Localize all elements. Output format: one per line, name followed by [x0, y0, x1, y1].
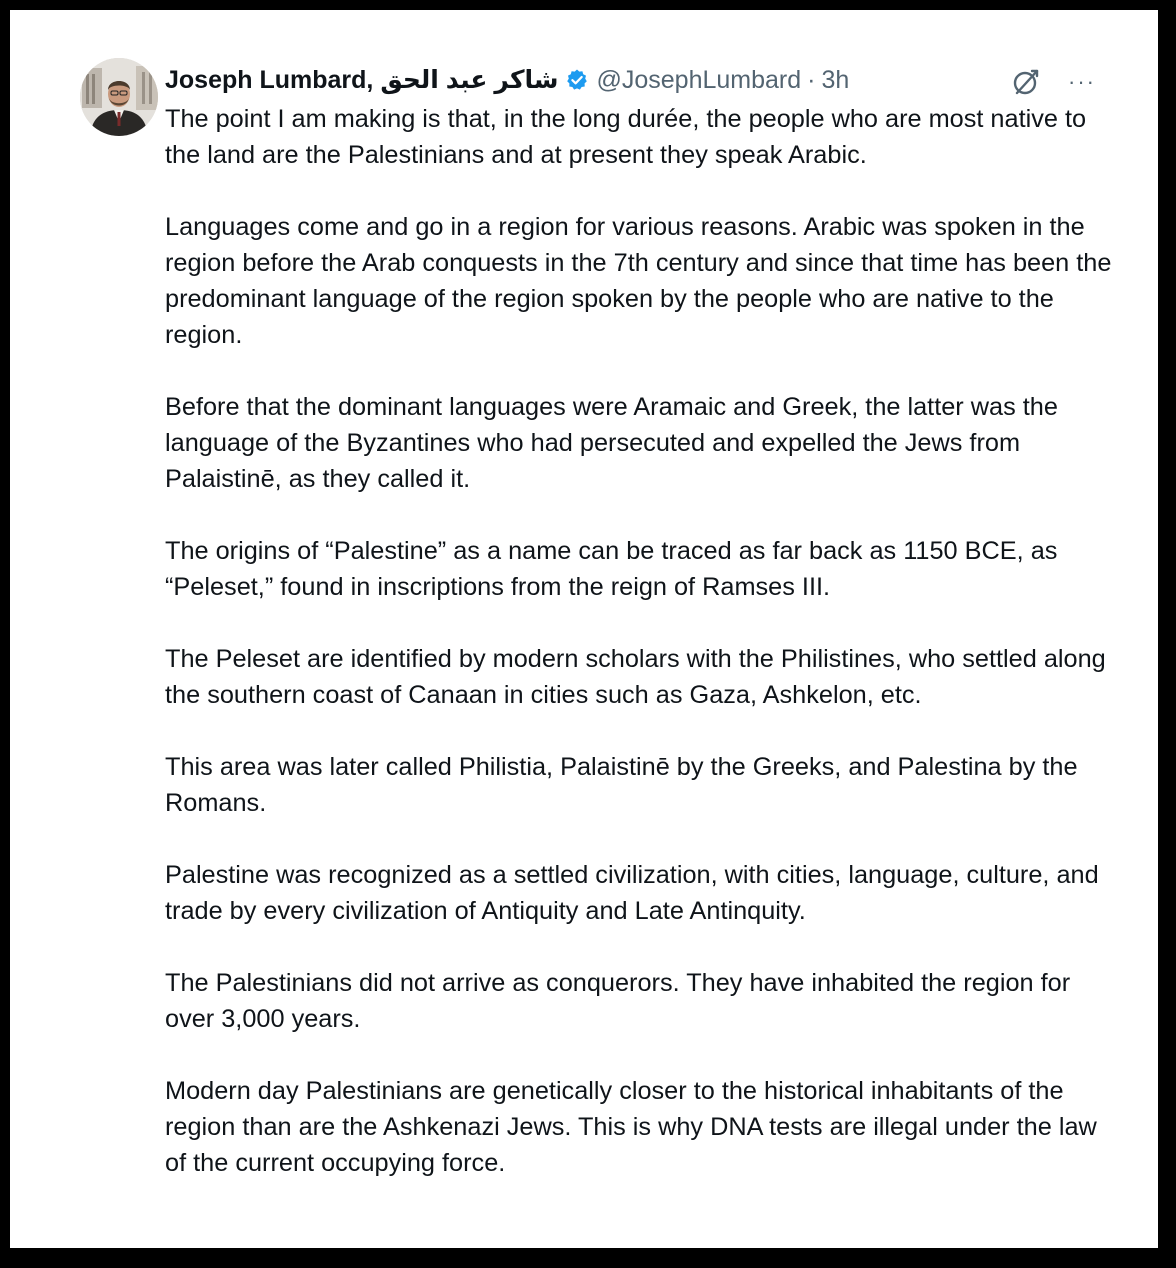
tweet-paragraph: Languages come and go in a region for various reasons. Arabic was spoken in the region before the Arab conquests in the 7th century and since that time has been the predominant language of the region spoken by the people who are native to the region.	[165, 213, 1112, 349]
tweet-paragraph: This area was later called Philistia, Palaistinē by the Greeks, and Palestina by the Romans.	[165, 753, 1078, 817]
avatar-photo	[80, 58, 158, 136]
avatar[interactable]	[80, 58, 158, 136]
tweet-paragraph: Palestine was recognized as a settled civilization, with cities, language, culture, and trade by every civilization of Antiquity and Late Antinquity.	[165, 861, 1099, 925]
timestamp[interactable]: 3h	[821, 65, 850, 94]
grok-icon[interactable]	[1010, 66, 1042, 98]
author-handle[interactable]: @JosephLumbard	[596, 65, 802, 94]
tweet-header	[165, 62, 849, 98]
separator-dot: ·	[807, 65, 816, 94]
tweet-body	[165, 101, 1115, 1217]
author-name[interactable]: Joseph Lumbard, شاكر عبد الحق	[165, 66, 559, 94]
tweet-paragraph: Modern day Palestinians are genetically closer to the historical inhabitants of the region than are the Ashkenazi Jews. This is why DNA tests are illegal under the law of the current occupying force.	[165, 1077, 1097, 1177]
tweet-paragraph: The point I am making is that, in the long durée, the people who are most native to the land are the Palestinians and at present they speak Arabic.	[165, 105, 1087, 169]
tweet-paragraph: The Palestinians did not arrive as conquerors. They have inhabited the region for over 3,000 years.	[165, 969, 1071, 1033]
screenshot-frame	[10, 10, 1158, 1248]
verified-badge-icon	[565, 68, 589, 92]
more-icon[interactable]: ···	[1068, 69, 1096, 94]
tweet-paragraph: The Peleset are identified by modern scholars with the Philistines, who settled along the southern coast of Canaan in cities such as Gaza, Ashkelon, etc.	[165, 645, 1106, 709]
tweet[interactable]	[10, 10, 1158, 1248]
tweet-paragraph: Before that the dominant languages were Aramaic and Greek, the latter was the language of the Byzantines who had persecuted and expelled the Jews from Palaistinē, as they called it.	[165, 393, 1058, 493]
tweet-paragraph: The origins of “Palestine” as a name can be traced as far back as 1150 BCE, as “Peleset,” found in inscriptions from the reign of Ramses III.	[165, 537, 1058, 601]
